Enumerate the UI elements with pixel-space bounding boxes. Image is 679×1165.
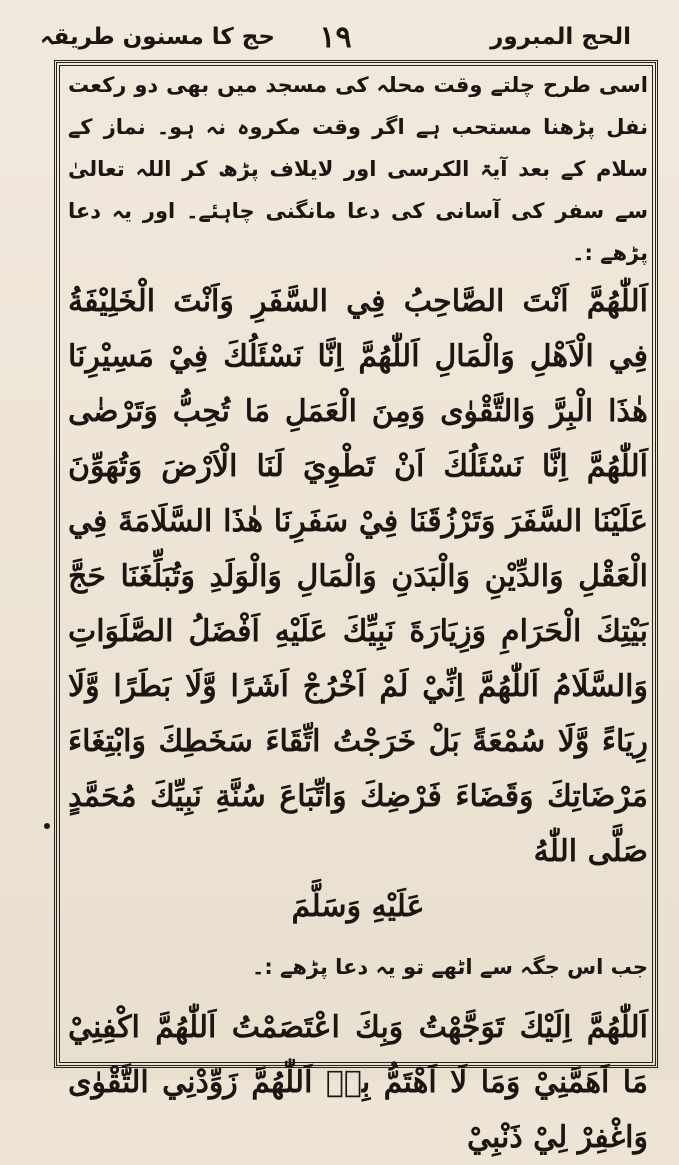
chapter-title: حج کا مسنون طریقہ <box>40 24 275 50</box>
margin-dot <box>44 823 50 829</box>
page-number: ١٩ <box>319 20 352 55</box>
page-content <box>68 64 648 1165</box>
book-title: الحج المبرور <box>490 24 631 50</box>
page-header <box>40 20 631 58</box>
transition-paragraph: جب اس جگہ سے اٹھے تو یہ دعا پڑھے :۔ <box>252 955 648 979</box>
travel-dua: اَللّٰهُمَّ اَنْتَ الصَّاحِبُ فِي السَّفَرِ وَاَنْتَ الْخَلِيْفَةُ فِي الْاَهْلِ وَالْمَالِ اَللّٰهُمَّ اِنَّا نَسْئَلُكَ فِيْ مَسِيْرِنَا هٰذَا الْبِرَّ وَالتَّقْوٰى وَمِنَ الْعَمَلِ مَا تُحِبُّ وَتَرْضٰى اَللّٰهُمَّ اِنَّا نَسْئَلُكَ اَنْ تَطْوِيَ لَنَا الْاَرْضَ وَتُهَوِّنَ عَلَيْنَا السَّفَرَ وَتَرْزُقَنَا فِيْ سَفَرِنَا هٰذَا السَّلَامَةَ فِي الْعَقْلِ وَالدِّيْنِ وَالْبَدَنِ وَالْمَالِ وَالْوَلَدِ وَتُبَلِّغَنَا حَجَّ بَيْتِكَ الْحَرَامِ وَزِيَارَةَ نَبِيِّكَ عَلَيْهِ اَفْضَلُ الصَّلَوَاتِ وَالسَّلَامُ اَللّٰهُمَّ اِنِّيْ لَمْ اَخْرُجْ اَشَرًا وَّلَا بَطَرًا وَّلَا رِيَاءً وَّلَا سُمْعَةً بَلْ خَرَجْتُ اتِّقَاءَ سَخَطِكَ وَابْتِغَاءَ مَرْضَاتِكَ وَقَضَاءَ فَرْضِكَ وَاتِّبَاعَ سُنَّةِ نَبِيِّكَ مُحَمَّدٍ صَلَّى اللّٰهُ <box>68 284 648 869</box>
travel-dua-ending: عَلَيْهِ وَسَلَّمَ <box>291 889 425 924</box>
departure-dua: اَللّٰهُمَّ اِلَيْكَ تَوَجَّهْتُ وَبِكَ اعْتَصَمْتُ اَللّٰهُمَّ اكْفِنِيْ مَا اَهَمَّنِيْ وَمَا لَا اَهْتَمُّ بِهٖ اَللّٰهُمَّ زَوِّدْنِي التَّقْوٰى وَاغْفِرْ لِيْ ذَنْبِيْ <box>68 1010 648 1155</box>
intro-paragraph: اسی طرح چلتے وقت محلہ کی مسجد میں بھی دو رکعت نفل پڑھنا مستحب ہے اگر وقت مکروہ نہ ہو۔ نماز کے سلام کے بعد آیۃ الکرسی اور لایلاف پڑھ کر اللہ تعالیٰ سے سفر کی آسانی کی دعا مانگنی چاہئے۔ اور یہ دعا پڑھے :۔ <box>68 73 648 265</box>
